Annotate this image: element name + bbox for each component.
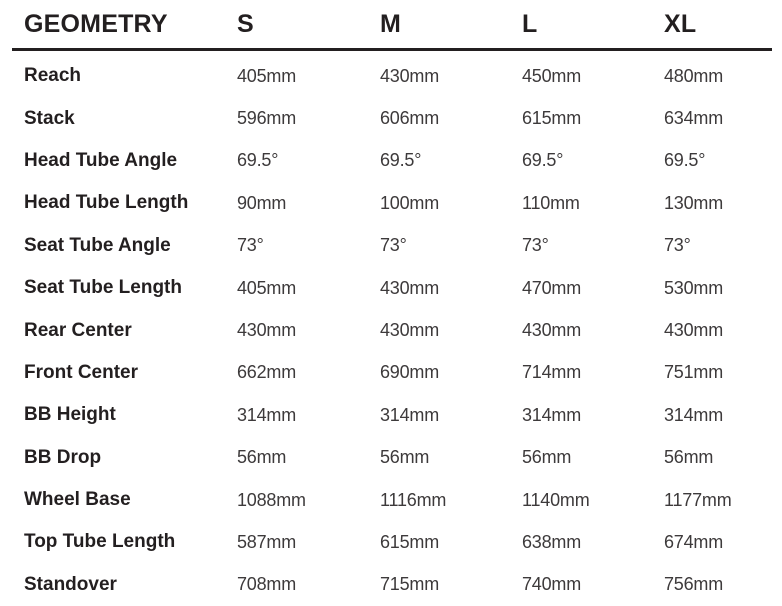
row-label: Top Tube Length (12, 521, 224, 563)
table-row (12, 394, 772, 436)
cell-size-xl: 751mm (651, 352, 772, 394)
cell-size-xl: 56mm (651, 437, 772, 479)
row-label: Front Center (12, 352, 224, 394)
header-size-l: L (509, 0, 651, 50)
header-size-xl: XL (651, 0, 772, 50)
row-label: Head Tube Length (12, 182, 224, 224)
cell-size-s: 56mm (224, 437, 367, 479)
header-row (12, 0, 772, 50)
table-row (12, 479, 772, 521)
cell-size-xl: 530mm (651, 267, 772, 309)
cell-size-xl: 69.5° (651, 140, 772, 182)
cell-size-s: 596mm (224, 97, 367, 139)
table-row (12, 352, 772, 394)
cell-size-m: 73° (367, 225, 509, 267)
cell-size-m: 715mm (367, 564, 509, 606)
cell-size-s: 587mm (224, 521, 367, 563)
cell-size-xl: 1177mm (651, 479, 772, 521)
cell-size-s: 314mm (224, 394, 367, 436)
row-label: BB Height (12, 394, 224, 436)
cell-size-l: 56mm (509, 437, 651, 479)
geometry-table-header (12, 0, 772, 50)
cell-size-s: 73° (224, 225, 367, 267)
cell-size-l: 69.5° (509, 140, 651, 182)
cell-size-l: 430mm (509, 309, 651, 351)
cell-size-s: 405mm (224, 267, 367, 309)
cell-size-m: 430mm (367, 309, 509, 351)
row-label: Wheel Base (12, 479, 224, 521)
table-row (12, 521, 772, 563)
header-size-s: S (224, 0, 367, 50)
cell-size-l: 110mm (509, 182, 651, 224)
row-label: Head Tube Angle (12, 140, 224, 182)
row-label: Stack (12, 97, 224, 139)
table-row (12, 50, 772, 98)
header-size-m: M (367, 0, 509, 50)
table-row (12, 97, 772, 139)
cell-size-l: 314mm (509, 394, 651, 436)
cell-size-m: 1116mm (367, 479, 509, 521)
cell-size-s: 430mm (224, 309, 367, 351)
cell-size-xl: 756mm (651, 564, 772, 606)
table-row (12, 140, 772, 182)
cell-size-m: 690mm (367, 352, 509, 394)
cell-size-l: 740mm (509, 564, 651, 606)
geometry-table (12, 0, 772, 606)
table-row (12, 267, 772, 309)
cell-size-xl: 634mm (651, 97, 772, 139)
cell-size-s: 405mm (224, 50, 367, 98)
cell-size-xl: 430mm (651, 309, 772, 351)
cell-size-xl: 73° (651, 225, 772, 267)
cell-size-m: 430mm (367, 50, 509, 98)
cell-size-m: 56mm (367, 437, 509, 479)
cell-size-s: 69.5° (224, 140, 367, 182)
table-row (12, 182, 772, 224)
row-label: Seat Tube Angle (12, 225, 224, 267)
cell-size-l: 714mm (509, 352, 651, 394)
cell-size-m: 69.5° (367, 140, 509, 182)
cell-size-l: 470mm (509, 267, 651, 309)
table-row (12, 309, 772, 351)
geometry-table-body (12, 50, 772, 606)
cell-size-l: 1140mm (509, 479, 651, 521)
row-label: Standover (12, 564, 224, 606)
cell-size-m: 314mm (367, 394, 509, 436)
cell-size-l: 615mm (509, 97, 651, 139)
cell-size-m: 606mm (367, 97, 509, 139)
row-label: Rear Center (12, 309, 224, 351)
cell-size-l: 638mm (509, 521, 651, 563)
cell-size-xl: 674mm (651, 521, 772, 563)
cell-size-s: 1088mm (224, 479, 367, 521)
row-label: BB Drop (12, 437, 224, 479)
row-label: Reach (12, 50, 224, 98)
table-row (12, 437, 772, 479)
header-geometry: GEOMETRY (12, 0, 224, 50)
cell-size-xl: 480mm (651, 50, 772, 98)
table-row (12, 225, 772, 267)
cell-size-xl: 130mm (651, 182, 772, 224)
cell-size-m: 430mm (367, 267, 509, 309)
cell-size-xl: 314mm (651, 394, 772, 436)
cell-size-l: 73° (509, 225, 651, 267)
cell-size-s: 662mm (224, 352, 367, 394)
table-row (12, 564, 772, 606)
row-label: Seat Tube Length (12, 267, 224, 309)
cell-size-s: 90mm (224, 182, 367, 224)
cell-size-m: 615mm (367, 521, 509, 563)
cell-size-m: 100mm (367, 182, 509, 224)
cell-size-l: 450mm (509, 50, 651, 98)
cell-size-s: 708mm (224, 564, 367, 606)
